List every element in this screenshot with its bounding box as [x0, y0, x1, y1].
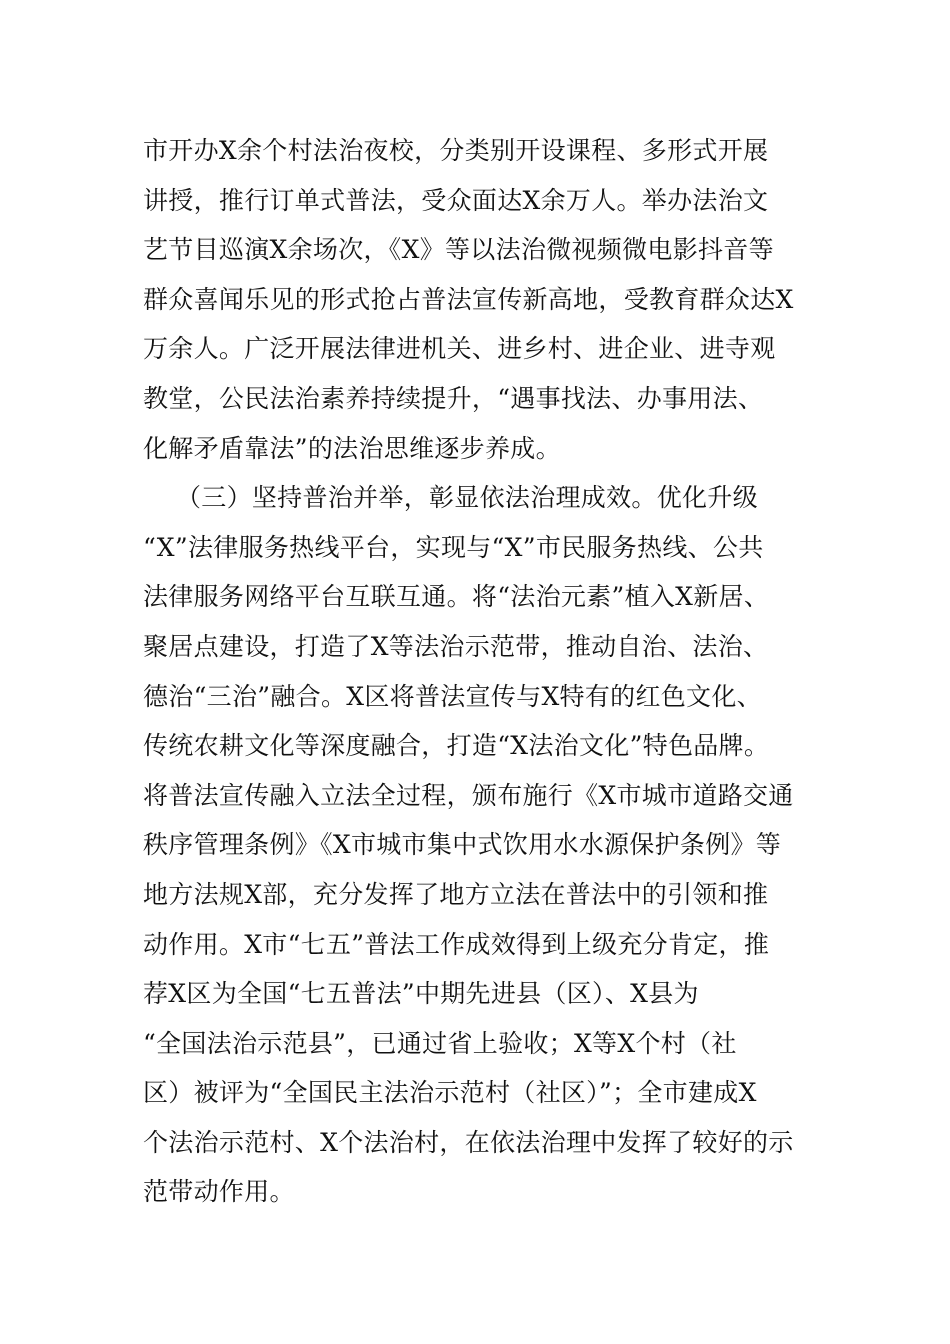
text-line: 艺节目巡演X余场次，《X》等以法治微视频微电影抖音等	[143, 235, 774, 265]
text-line: 德治“三治”融合。X区将普法宣传与X特有的红色文化、	[143, 681, 762, 711]
body-text	[143, 126, 843, 1217]
text-line: 讲授，推行订单式普法，受众面达X余万人。举办法治文	[143, 185, 769, 215]
text-line: 聚居点建设，打造了X等法治示范带，推动自治、法治、	[143, 631, 769, 661]
text-line: 荐X区为全国“七五普法”中期先进县（区）、X县为	[143, 979, 699, 1009]
text-line: 市开办X余个村法治夜校，分类别开设课程、多形式开展	[143, 136, 769, 165]
text-line: 化解矛盾靠法”的法治思维逐步养成。	[143, 433, 561, 463]
text-line: “全国法治示范县”，已通过省上验收；X等X个村（社	[143, 1028, 737, 1058]
text-line: 个法治示范村、X个法治村，在依法治理中发挥了较好的示	[143, 1127, 794, 1157]
section-heading-line: （三）坚持普治并举，彰显依法治理成效。优化升级	[143, 483, 758, 513]
text-line: 群众喜闻乐见的形式抢占普法宣传新高地，受教育群众达X	[143, 284, 794, 314]
text-line: 教堂，公民法治素养持续提升，“遇事找法、办事用法、	[143, 383, 764, 413]
text-line: 范带动作用。	[143, 1177, 295, 1207]
text-line: 将普法宣传融入立法全过程，颁布施行《X市城市道路交通	[143, 780, 794, 810]
text-line: 秩序管理条例》《X市城市集中式饮用水水源保护条例》等	[143, 830, 782, 860]
text-line: 传统农耕文化等深度融合，打造“X法治文化”特色品牌。	[143, 731, 770, 761]
text-line: 地方法规X部，充分发挥了地方立法在普法中的引领和推	[143, 879, 769, 909]
text-line: 法律服务网络平台互联互通。将“法治元素”植入X新居、	[143, 582, 770, 612]
text-line: 万余人。广泛开展法律进机关、进乡村、进企业、进寺观	[143, 334, 776, 364]
text-line: 区）被评为“全国民主法治示范村（社区）”；全市建成X	[143, 1078, 757, 1108]
text-line: “X”法律服务热线平台，实现与“X”市民服务热线、公共	[143, 532, 764, 562]
text-line: 动作用。X市“七五”普法工作成效得到上级充分肯定，推	[143, 929, 770, 959]
